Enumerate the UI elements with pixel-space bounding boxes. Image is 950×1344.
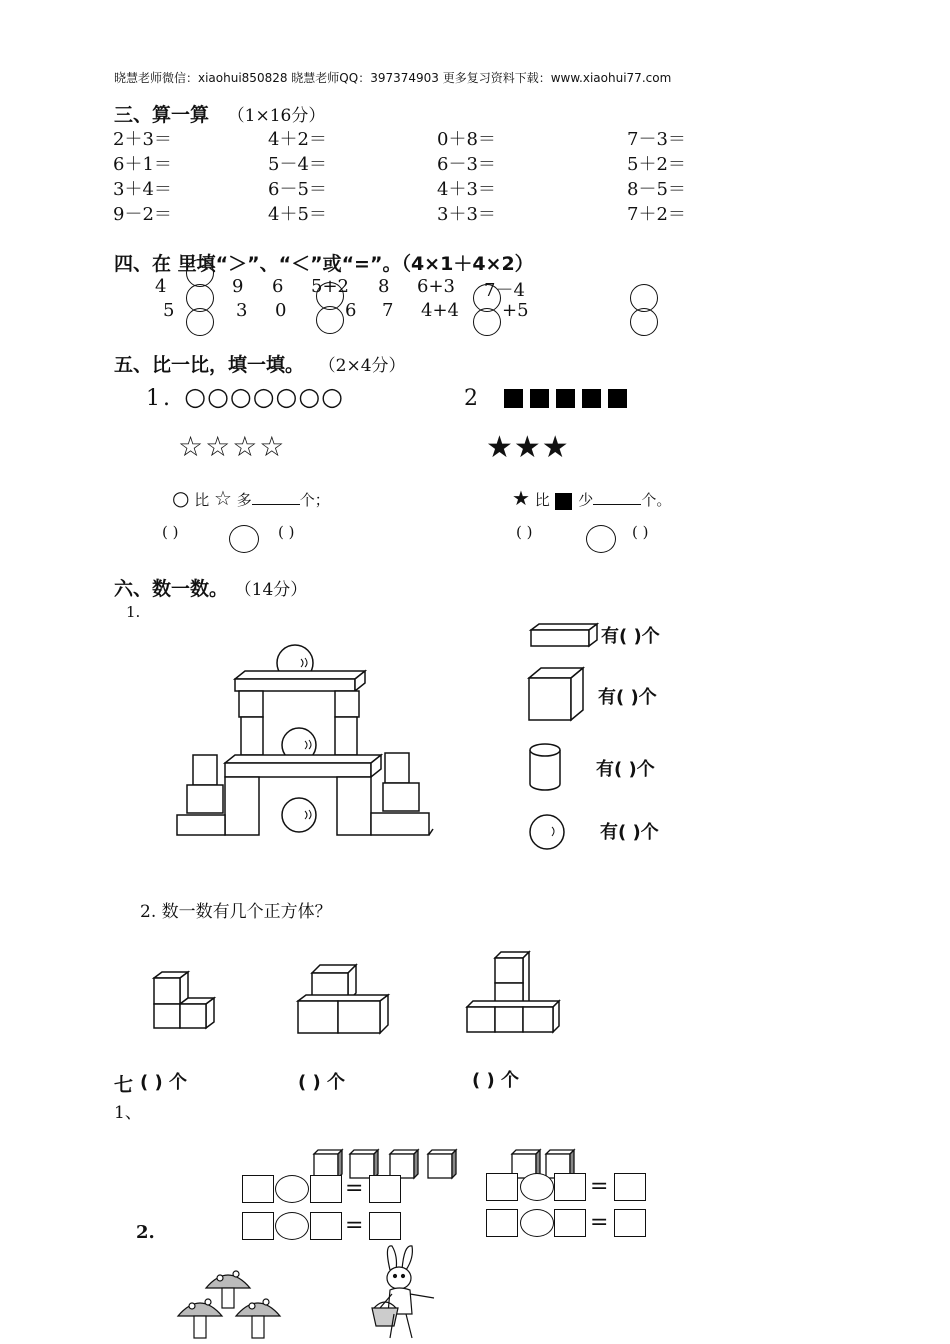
arithmetic-problem[interactable]: 7－3＝ <box>627 129 686 150</box>
equals-sign: = <box>345 1176 364 1201</box>
equation-box[interactable] <box>486 1173 518 1201</box>
section-4-title: 四、在 里填“＞”、“＜”或“=”。（4×1＋4×2） <box>114 253 534 275</box>
s6-q1-label: 1. <box>126 603 141 621</box>
cube-stack-3 <box>465 950 565 1035</box>
arithmetic-problem[interactable]: 4＋2＝ <box>268 129 327 150</box>
compare-term: 6+3 <box>417 276 455 297</box>
q1-paren-left[interactable]: ( ) <box>162 523 179 541</box>
compare-circle[interactable] <box>186 259 214 287</box>
answer-blank[interactable] <box>593 504 641 505</box>
arithmetic-problem[interactable]: 6＋1＝ <box>113 154 172 175</box>
equation-box[interactable] <box>310 1212 342 1240</box>
cube-icon <box>527 666 587 722</box>
q2-squares-row <box>464 382 634 412</box>
white-star-icon: ☆ <box>214 486 232 510</box>
unit-word: 个。 <box>641 491 672 509</box>
arithmetic-problem[interactable]: 6－5＝ <box>268 179 327 200</box>
square-symbol <box>530 389 549 408</box>
equation-box[interactable] <box>369 1175 401 1203</box>
q2-compare-sentence <box>512 486 671 510</box>
q1-compare-circle[interactable] <box>229 525 259 553</box>
compare-term: 6 <box>272 276 284 297</box>
equation-box[interactable] <box>310 1175 342 1203</box>
cube-count-answer-1[interactable]: ( ) 个 <box>140 1072 187 1093</box>
equation-box[interactable] <box>242 1175 274 1203</box>
square-symbol <box>504 389 523 408</box>
square-symbol <box>582 389 601 408</box>
less-word: 少 <box>578 491 594 509</box>
equation-box[interactable] <box>486 1209 518 1237</box>
cube-count-answer-3[interactable]: ( ) 个 <box>472 1070 519 1091</box>
q1-circles-row <box>146 382 344 412</box>
unit-word: 个； <box>299 491 330 509</box>
equals-sign: = <box>590 1210 609 1235</box>
black-stars-row: ★★★ <box>486 430 570 465</box>
arithmetic-problem[interactable]: 3＋3＝ <box>437 204 496 225</box>
equation-operator-oval[interactable] <box>520 1173 554 1201</box>
q1-paren-right[interactable]: ( ) <box>278 523 295 541</box>
block-structure-figure <box>175 645 445 845</box>
cube-count-answer-2[interactable]: ( ) 个 <box>298 1072 345 1093</box>
circle-symbols: ○○○○○○○ <box>184 382 344 411</box>
compare-term: 5+2 <box>311 276 349 297</box>
q2-compare-circle[interactable] <box>586 525 616 553</box>
arithmetic-problem[interactable]: 3＋4＝ <box>113 179 172 200</box>
equation-box[interactable] <box>614 1209 646 1237</box>
compare-term: 9 <box>232 276 244 297</box>
arithmetic-problem[interactable]: 5－4＝ <box>268 154 327 175</box>
sphere-count[interactable]: 有( )个 <box>600 822 659 843</box>
equation-operator-oval[interactable] <box>275 1175 309 1203</box>
equals-sign: = <box>345 1213 364 1238</box>
cuboid-icon <box>529 622 599 648</box>
black-star-icon: ★ <box>512 486 530 510</box>
sphere-icon <box>528 812 568 852</box>
s7-q1-label: 1、 <box>114 1103 142 1123</box>
equation-box[interactable] <box>242 1212 274 1240</box>
compare-term: 7－4 <box>484 280 525 301</box>
q2-paren-left[interactable]: ( ) <box>516 523 533 541</box>
more-word: 多 <box>236 491 252 509</box>
square-symbol <box>555 493 572 510</box>
arithmetic-problem[interactable]: 5＋2＝ <box>627 154 686 175</box>
section-5-title <box>114 350 406 377</box>
section-3-title-text: 三、算一算 <box>114 104 210 126</box>
rabbit-with-basket-illustration <box>368 1242 438 1342</box>
equation-operator-oval[interactable] <box>275 1212 309 1240</box>
section-3-title <box>114 100 325 127</box>
section-6-title-text: 六、数一数。 <box>114 578 229 600</box>
equation-operator-oval[interactable] <box>520 1209 554 1237</box>
q2-label: 2 <box>464 386 481 411</box>
white-stars-row: ☆☆☆☆ <box>178 430 287 463</box>
arithmetic-problem[interactable]: 7＋2＝ <box>627 204 686 225</box>
section-5-title-text: 五、比一比，填一填。 <box>114 354 305 376</box>
compare-circle[interactable] <box>186 308 214 336</box>
arithmetic-problem[interactable]: 9－2＝ <box>113 204 172 225</box>
section-3-score: （1×16分） <box>227 106 326 126</box>
arithmetic-problem[interactable]: 2＋3＝ <box>113 129 172 150</box>
compare-circle[interactable] <box>316 306 344 334</box>
q1-compare-sentence <box>172 486 330 510</box>
equation-box[interactable] <box>554 1209 586 1237</box>
compare-term: 0 <box>275 300 287 321</box>
compare-circle[interactable] <box>630 308 658 336</box>
cylinder-count[interactable]: 有( )个 <box>596 759 655 780</box>
arithmetic-problem[interactable]: 0＋8＝ <box>437 129 496 150</box>
cube-stack-1 <box>152 970 222 1030</box>
compare-term: 5 <box>163 300 175 321</box>
cube-stack-2 <box>296 963 396 1035</box>
equation-box[interactable] <box>614 1173 646 1201</box>
arithmetic-problem[interactable]: 4＋3＝ <box>437 179 496 200</box>
equation-box[interactable] <box>554 1173 586 1201</box>
q1-label: 1. <box>146 386 173 411</box>
arithmetic-problem[interactable]: 8－5＝ <box>627 179 686 200</box>
compare-term: 6 <box>345 300 357 321</box>
compare-word: 比 <box>534 491 550 509</box>
square-symbol <box>608 389 627 408</box>
circle-symbol: ○ <box>172 486 190 510</box>
section-6-score: （14分） <box>234 580 308 600</box>
cube-count[interactable]: 有( )个 <box>598 687 657 708</box>
arithmetic-problem[interactable]: 6－3＝ <box>437 154 496 175</box>
cylinder-icon <box>528 742 562 792</box>
square-symbol <box>556 389 575 408</box>
compare-term: 4+4 <box>421 300 459 321</box>
page-header: 晓慧老师微信：xiaohui850828 晓慧老师QQ：397374903 更多复习资料下载：www.xiaohui77.com <box>114 71 672 85</box>
q2-paren-right[interactable]: ( ) <box>632 523 649 541</box>
equals-sign: = <box>590 1174 609 1199</box>
equation-box[interactable] <box>369 1212 401 1240</box>
compare-term: 8 <box>378 276 390 297</box>
cuboid-count[interactable]: 有( )个 <box>601 626 660 647</box>
compare-term: 4 <box>155 276 167 297</box>
compare-circle[interactable] <box>473 308 501 336</box>
section-5-score: （2×4分） <box>318 356 406 376</box>
arithmetic-problem[interactable]: 4＋5＝ <box>268 204 327 225</box>
compare-word: 比 <box>194 491 210 509</box>
compare-term: +5 <box>502 300 529 321</box>
section-7-title: 七 <box>114 1074 134 1096</box>
s6-q2-label: 2. 数一数有几个正方体？ <box>140 902 332 922</box>
mushrooms-illustration <box>176 1262 286 1342</box>
compare-term: 3 <box>236 300 248 321</box>
compare-term: 7 <box>382 300 394 321</box>
answer-blank[interactable] <box>252 504 300 505</box>
s7-q2-label: 2. <box>136 1222 155 1243</box>
section-6-title <box>114 574 307 601</box>
